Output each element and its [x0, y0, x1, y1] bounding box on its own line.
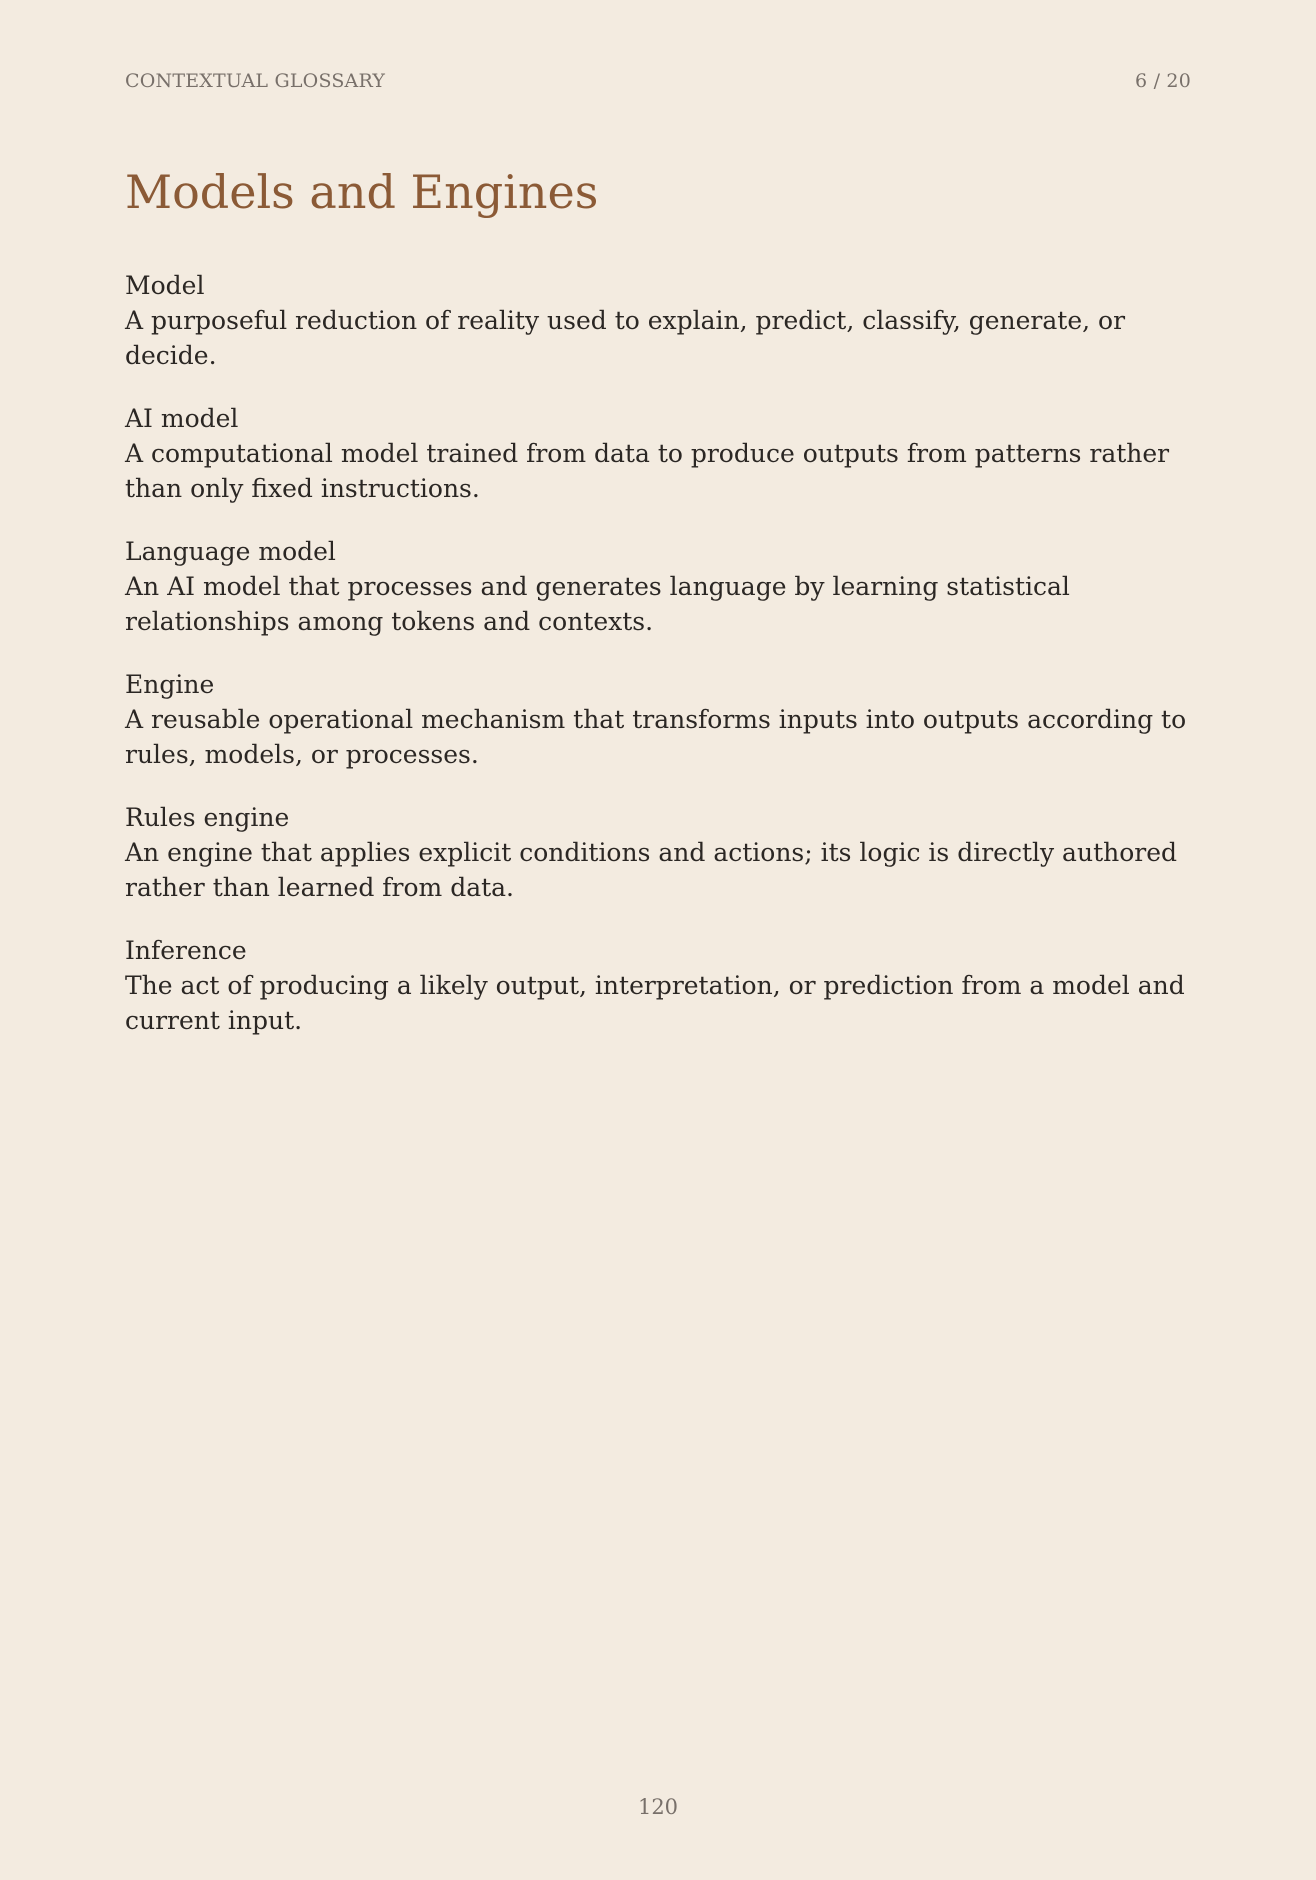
- document-page: [125, 0, 1191, 1880]
- page-title: Models and Engines: [125, 165, 599, 219]
- running-header: [125, 70, 1191, 92]
- glossary-definition: A reusable operational mechanism that transforms inputs into outputs according to rules, models, or processes.: [125, 705, 1187, 769]
- glossary-entry-engine: [125, 667, 1191, 772]
- glossary-list: [125, 268, 1191, 1066]
- glossary-term: Model: [125, 271, 205, 300]
- glossary-definition: An engine that applies explicit conditions and actions; its logic is directly authored rather than learned from data.: [125, 838, 1178, 902]
- glossary-term: Rules engine: [125, 803, 290, 832]
- glossary-term: AI model: [125, 404, 239, 433]
- glossary-entry-ai-model: [125, 401, 1191, 506]
- glossary-entry-rules-engine: [125, 800, 1191, 905]
- glossary-term: Inference: [125, 936, 247, 965]
- glossary-term: Engine: [125, 670, 215, 699]
- glossary-entry-language-model: [125, 534, 1191, 639]
- glossary-definition: A computational model trained from data to produce outputs from patterns rather than only fixed instructions.: [125, 439, 1170, 503]
- page-number: 120: [637, 1795, 679, 1819]
- glossary-entry-model: [125, 268, 1191, 373]
- page-progress: 6 / 20: [1135, 70, 1191, 92]
- glossary-definition: The act of producing a likely output, interpretation, or prediction from a model and current input.: [125, 971, 1185, 1035]
- glossary-entry-inference: [125, 933, 1191, 1038]
- glossary-term: Language model: [125, 537, 336, 566]
- glossary-definition: An AI model that processes and generates language by learning statistical relationships among tokens and contexts.: [125, 572, 1070, 636]
- glossary-definition: A purposeful reduction of reality used to explain, predict, classify, generate, or decide.: [125, 306, 1126, 370]
- section-label: CONTEXTUAL GLOSSARY: [125, 70, 386, 92]
